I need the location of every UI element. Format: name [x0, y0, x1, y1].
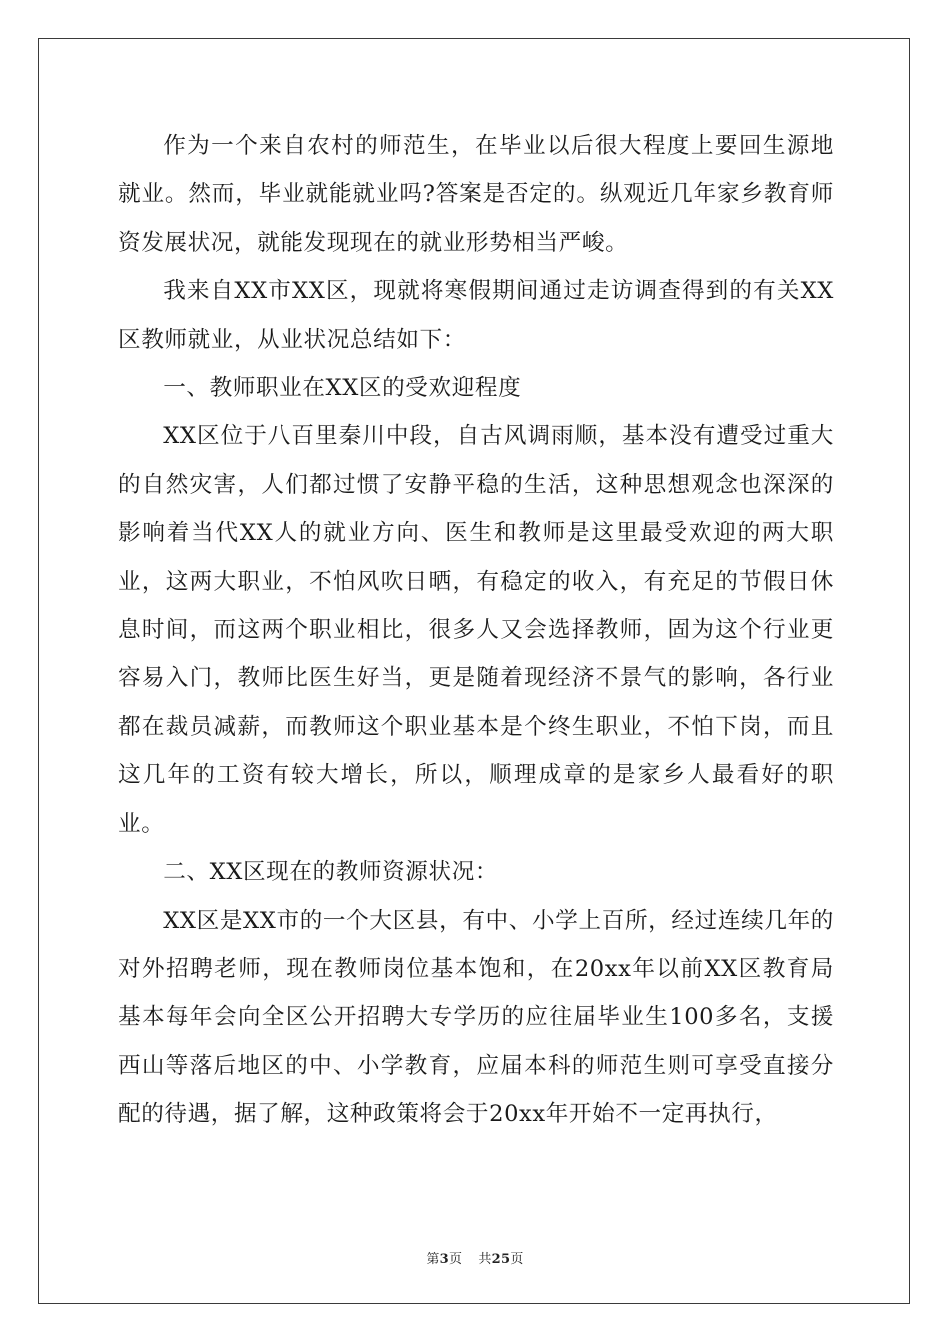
paragraph-summary-lead: 我来自XX市XX区，现就将寒假期间通过走访调查得到的有关XX区教师就业，从业状况总结如下： [118, 278, 834, 353]
paragraph-section-2: XX区是XX市的一个大区县，有中、小学上百所，经过连续几年的对外招聘老师，现在教师岗位基本饱和，在20xx年以前XX区教育局基本每年会向全区公开招聘大专学历的应往届毕业生100多名，支援西山等落后地区的中、小学教育，应届本科的师范生则可享受直接分配的待遇，据了解，这种政策将会于20xx年开始不一定再执行， [118, 907, 834, 1128]
document-body [118, 122, 834, 1139]
paragraph-section-1: XX区位于八百里秦川中段，自古风调雨顺，基本没有遭受过重大的自然灾害，人们都过惯了安静平稳的生活，这种思想观念也深深的影响着当代XX人的就业方向、医生和教师是这里最受欢迎的两大职业，这两大职业，不怕风吹日晒，有稳定的收入，有充足的节假日休息时间，而这两个职业相比，很多人又会选择教师，固为这个行业更容易入门，教师比医生好当，更是随着现经济不景气的影响，各行业都在裁员减薪，而教师这个职业基本是个终生职业，不怕下岗，而且这几年的工资有较大增长，所以，顺理成章的是家乡人最看好的职业。 [118, 423, 834, 837]
paragraph-intro: 作为一个来自农村的师范生，在毕业以后很大程度上要回生源地就业。然而，毕业就能就业吗?答案是否定的。纵观近几年家乡教育师资发展状况，就能发现现在的就业形势相当严峻。 [118, 133, 834, 256]
total-pages-indicator: 共25页 [478, 1252, 524, 1267]
section-heading-2: 二、XX区现在的教师资源状况： [163, 859, 499, 886]
page-footer [0, 1248, 950, 1267]
section-heading-1: 一、教师职业在XX区的受欢迎程度 [163, 375, 522, 402]
page-indicator: 第3页 [426, 1252, 463, 1267]
